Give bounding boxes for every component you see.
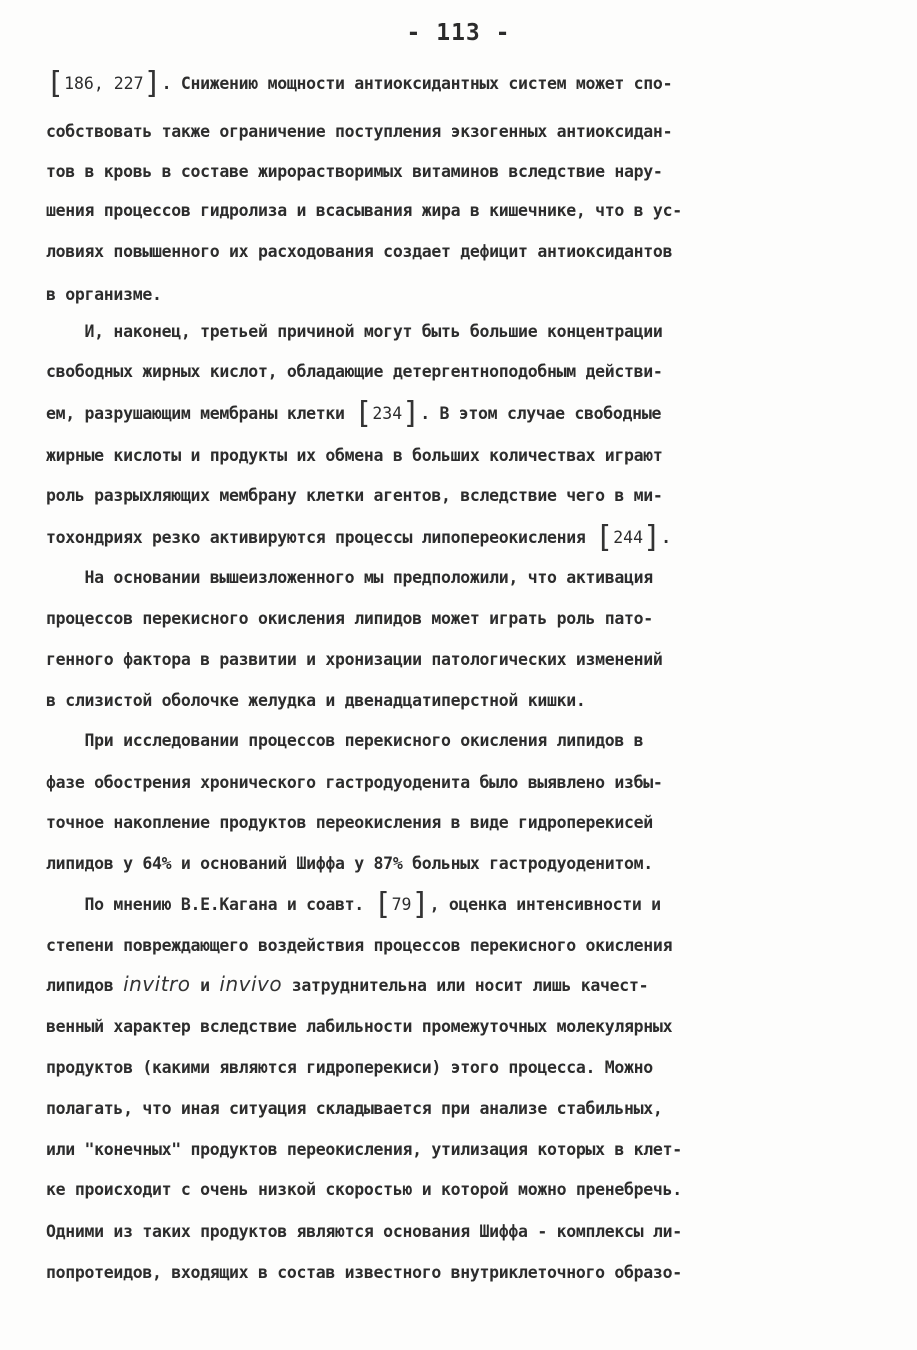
citation-ref: [186, 227] [46,66,162,101]
text-line: в слизистой оболочке желудка и двенадцатиперстной кишки. [46,691,586,710]
text-line: шения процессов гидролиза и всасывания жира в кишечнике, что в ус- [46,201,682,220]
text-line: ловиях повышенного их расходования создает дефицит антиоксидантов [46,242,673,261]
text-line: При исследовании процессов перекисного окисления липидов в [46,731,644,750]
text-line: роль разрыхляющих мембрану клетки агентов, вследствие чего в ми- [46,486,663,505]
text-line: ем, разрушающим мембраны клетки [234]. В этом случае свободные [46,396,662,431]
citation-ref: [79] [373,887,430,922]
citation-ref: [234] [354,396,421,431]
text-line: На основании вышеизложенного мы предположили, что активация [46,568,653,587]
text-line: тов в кровь в составе жирорастворимых витаминов вследствие нару- [46,162,663,181]
text-line: По мнению В.Е.Кагана и соавт. [79], оценка интенсивности и [46,887,661,922]
text-line: собствовать также ограничение поступления экзогенных антиоксидан- [46,122,673,141]
text-line: продуктов (какими являются гидроперекиси) этого процесса. Можно [46,1058,653,1077]
text-line: процессов перекисного окисления липидов может играть роль пато- [46,609,653,628]
text-line: липидов у 64% и оснований Шиффа у 87% больных гастродуоденитом. [46,854,653,873]
text-line: И, наконец, третьей причиной могут быть большие концентрации [46,322,663,341]
page-number: - 113 - [406,20,511,46]
text-line: тохондриях резко активируются процессы липопереокисления [244]. [46,520,671,555]
text-line: в организме. [46,285,162,304]
handwritten-term: invitro [123,972,191,996]
handwritten-term: invivo [219,972,283,996]
text-line: Одними из таких продуктов являются основания Шиффа - комплексы ли- [46,1222,682,1241]
text-line: свободных жирных кислот, обладающие детергентноподобным действи- [46,362,663,381]
text-line: жирные кислоты и продукты их обмена в больших количествах играют [46,446,663,465]
text-line: ке происходит с очень низкой скоростью и которой можно пренебречь. [46,1180,682,1199]
text-line: липидов invitro и invivo затруднительна или носит лишь качест- [46,972,649,996]
text-line: полагать, что иная ситуация складывается при анализе стабильных, [46,1099,663,1118]
text-line: фазе обострения хронического гастродуоденита было выявлено избы- [46,773,663,792]
text-line: венный характер вследствие лабильности промежуточных молекулярных [46,1017,673,1036]
text-line: степени повреждающего воздействия процессов перекисного окисления [46,936,673,955]
text-line: точное накопление продуктов переокисления в виде гидроперекисей [46,813,653,832]
text-line: [186, 227]. Снижению мощности антиоксидантных систем может спо- [46,66,673,101]
text-line: попротеидов, входящих в состав известного внутриклеточного образо- [46,1263,682,1282]
text-line: или "конечных" продуктов переокисления, утилизация которых в клет- [46,1140,682,1159]
citation-ref: [244] [595,520,662,555]
text-line: генного фактора в развитии и хронизации патологических изменений [46,650,663,669]
